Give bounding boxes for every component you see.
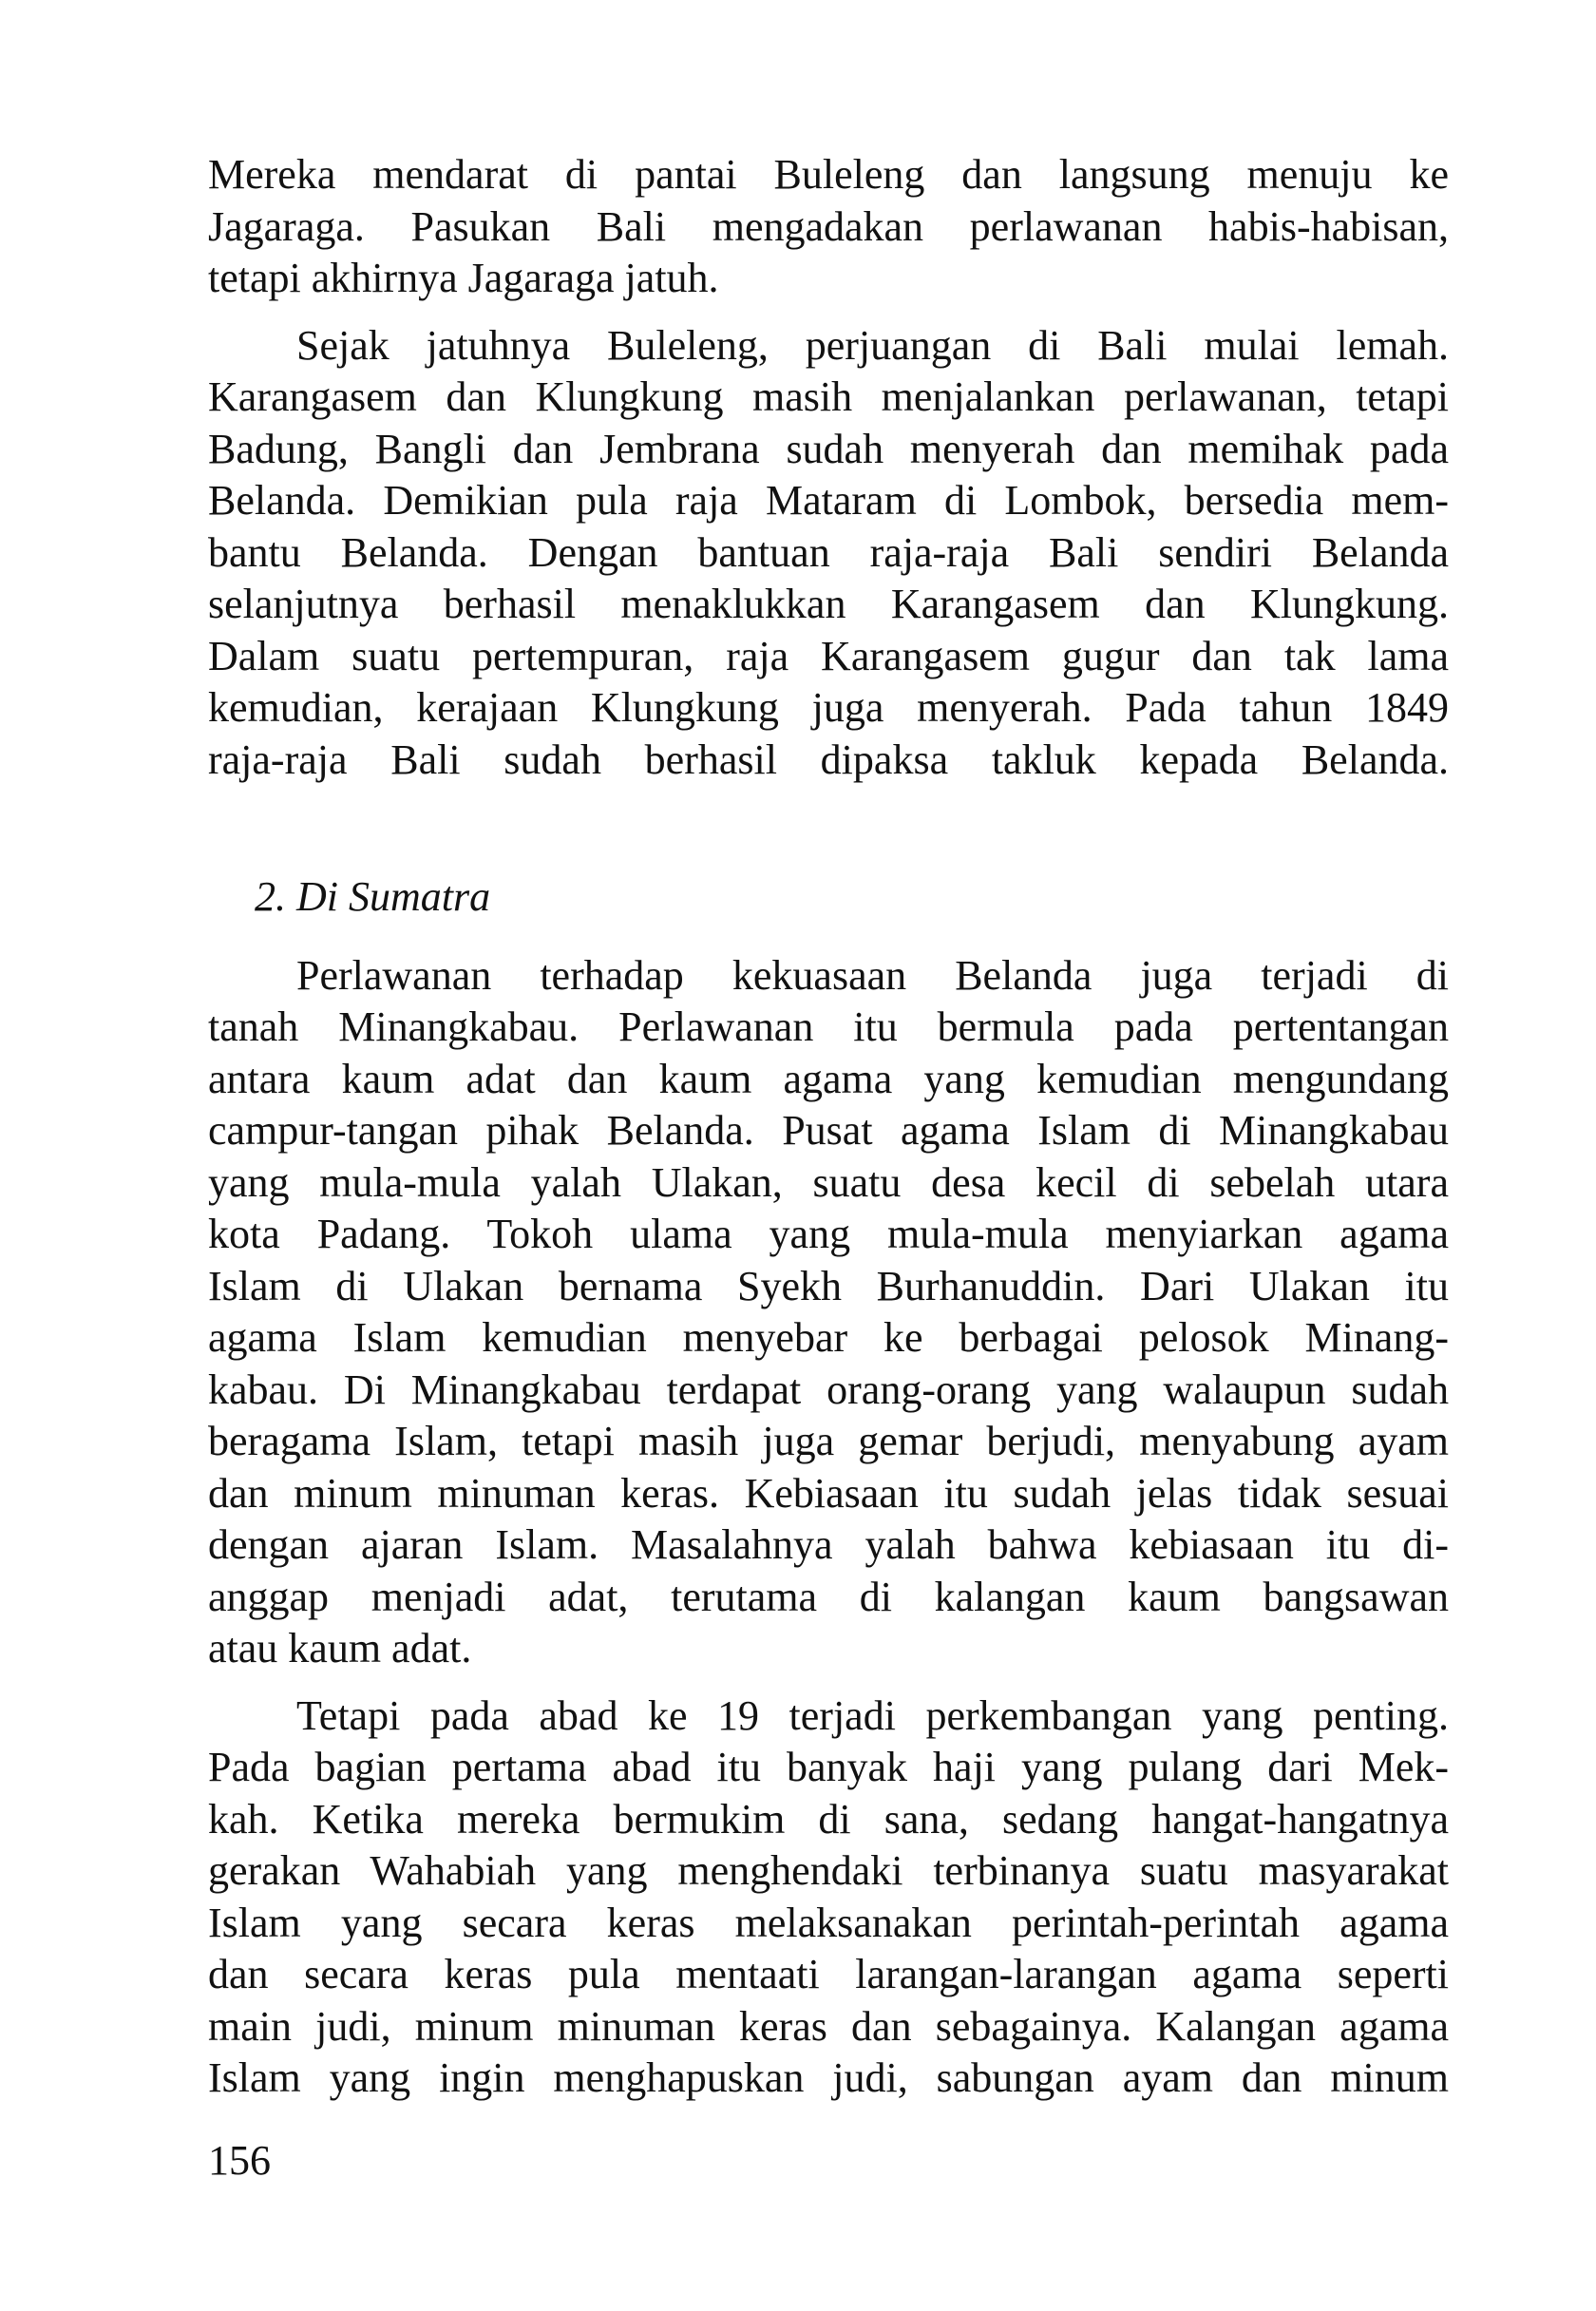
text-line: Sejak jatuhnya Buleleng, perjuangan di Bali mulai lemah. (296, 321, 1449, 369)
text-line: kah. Ketika mereka bermukim di sana, sedang hangat-hangatnya (208, 1795, 1449, 1843)
text-line: atau kaum adat. (208, 1625, 472, 1671)
text-line: bantu Belanda. Dengan bantuan raja-raja Bali sendiri Belanda (208, 528, 1449, 576)
text-line: Dalam suatu pertempuran, raja Karangasem gugur dan tak lama (208, 632, 1449, 679)
text-line: Badung, Bangli dan Jembrana sudah menyerah dan memihak pada (208, 425, 1449, 472)
text-line: Perlawanan terhadap kekuasaan Belanda juga terjadi di (296, 951, 1449, 999)
page-number: 156 (208, 2137, 271, 2184)
text-line: gerakan Wahabiah yang menghendaki terbinanya suatu masyarakat (208, 1847, 1449, 1894)
paragraph (208, 950, 1449, 1675)
paragraph (208, 149, 1449, 305)
text-line: Islam yang secara keras melaksanakan perintah-perintah agama (208, 1899, 1449, 1946)
section-heading: 2. Di Sumatra (255, 873, 491, 920)
text-line: kota Padang. Tokoh ulama yang mula-mula menyiarkan agama (208, 1211, 1449, 1257)
text-line: dengan ajaran Islam. Masalahnya yalah bahwa kebiasaan itu di- (208, 1521, 1449, 1568)
text-line: kabau. Di Minangkabau terdapat orang-orang yang walaupun sudah (208, 1366, 1449, 1413)
text-line: Islam di Ulakan bernama Syekh Burhanuddin. Dari Ulakan itu (208, 1262, 1449, 1309)
paragraph (208, 320, 1449, 787)
text-line: campur-tangan pihak Belanda. Pusat agama Islam di Minangkabau (208, 1107, 1449, 1154)
page-body (208, 149, 1449, 2105)
text-line: selanjutnya berhasil menaklukkan Karangasem dan Klungkung. (208, 581, 1449, 627)
text-line: beragama Islam, tetapi masih juga gemar berjudi, menyabung ayam (208, 1418, 1449, 1464)
text-line: Karangasem dan Klungkung masih menjalankan perlawanan, tetapi (208, 373, 1449, 420)
text-line: main judi, minum minuman keras dan sebagainya. Kalangan agama (208, 2002, 1449, 2050)
text-line: agama Islam kemudian menyebar ke berbagai pelosok Minang- (208, 1314, 1449, 1361)
text-line: Pada bagian pertama abad itu banyak haji yang pulang dari Mek- (208, 1744, 1449, 1790)
text-line: Jagaraga. Pasukan Bali mengadakan perlawanan habis-habisan, (208, 202, 1449, 250)
paragraph (208, 1690, 1449, 2105)
text-line: tanah Minangkabau. Perlawanan itu bermula pada pertentangan (208, 1003, 1449, 1050)
text-line: Tetapi pada abad ke 19 terjadi perkembangan yang penting. (296, 1691, 1449, 1739)
text-line: antara kaum adat dan kaum agama yang kemudian mengundang (208, 1055, 1449, 1102)
text-line: Mereka mendarat di pantai Buleleng dan langsung menuju ke (208, 151, 1449, 198)
text-line: Belanda. Demikian pula raja Mataram di Lombok, bersedia mem- (208, 477, 1449, 524)
text-line: yang mula-mula yalah Ulakan, suatu desa kecil di sebelah utara (208, 1158, 1449, 1206)
text-line: anggap menjadi adat, terutama di kalangan kaum bangsawan (208, 1573, 1449, 1620)
text-line: dan minum minuman keras. Kebiasaan itu sudah jelas tidak sesuai (208, 1469, 1449, 1517)
text-line: dan secara keras pula mentaati larangan-larangan agama seperti (208, 1951, 1449, 1997)
text-line: Islam yang ingin menghapuskan judi, sabungan ayam dan minum (208, 2054, 1449, 2101)
text-line: tetapi akhirnya Jagaraga jatuh. (208, 255, 719, 301)
text-line: raja-raja Bali sudah berhasil dipaksa takluk kepada Belanda. (208, 735, 1449, 783)
text-line: kemudian, kerajaan Klungkung juga menyerah. Pada tahun 1849 (208, 684, 1449, 731)
